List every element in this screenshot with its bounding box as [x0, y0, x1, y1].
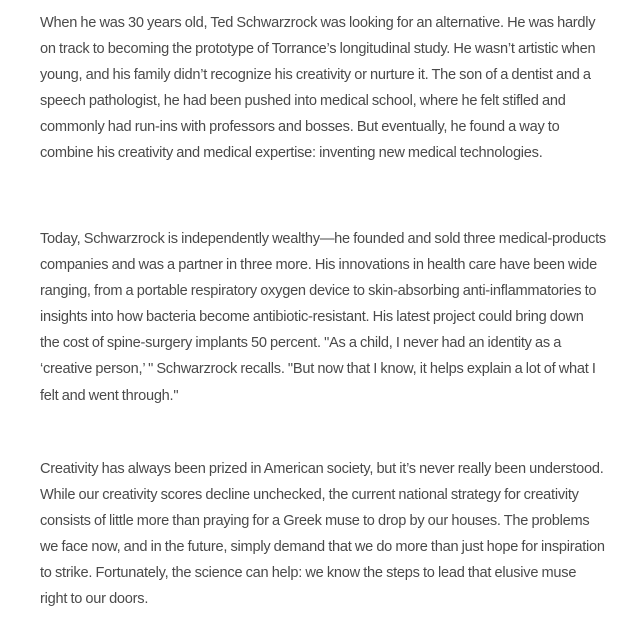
article-paragraph-2: Today, Schwarzrock is independently wealthy—he founded and sold three medical-products companies and was a partner in three more. His innovations in health care have been wide ranging, from a portable respiratory oxygen device to skin-absorbing anti-inflammatories to insights into how bacteria become antibiotic-resistant. His latest project could bring down the cost of spine-surgery implants 50 percent. "As a child, I never had an identity as a ‘creative person,’ " Schwarzrock recalls. "But now that I know, it helps explain a lot of what I felt and went through." [40, 231, 606, 404]
article-paragraph-3: Creativity has always been prized in American society, but it’s never really been understood. While our creativity scores decline unchecked, the current national strategy for creativity consists of little more than praying for a Greek muse to drop by our houses. The problems we face now, and in the future, simply demand that we do more than just hope for inspiration to strike. Fortunately, the science can help: we know the steps to lead that elusive muse right to our doors. [40, 461, 605, 608]
article-paragraph-1: When he was 30 years old, Ted Schwarzrock was looking for an alternative. He was hardly on track to becoming the prototype of Torrance’s longitudinal study. He wasn’t artistic when young, and his family didn’t recognize his creativity or nurture it. The son of a dentist and a speech pathologist, he had been pushed into medical school, where he felt stifled and commonly had run-ins with professors and bosses. But eventually, he found a way to combine his creativity and medical expertise: inventing new medical technologies. [40, 15, 596, 162]
